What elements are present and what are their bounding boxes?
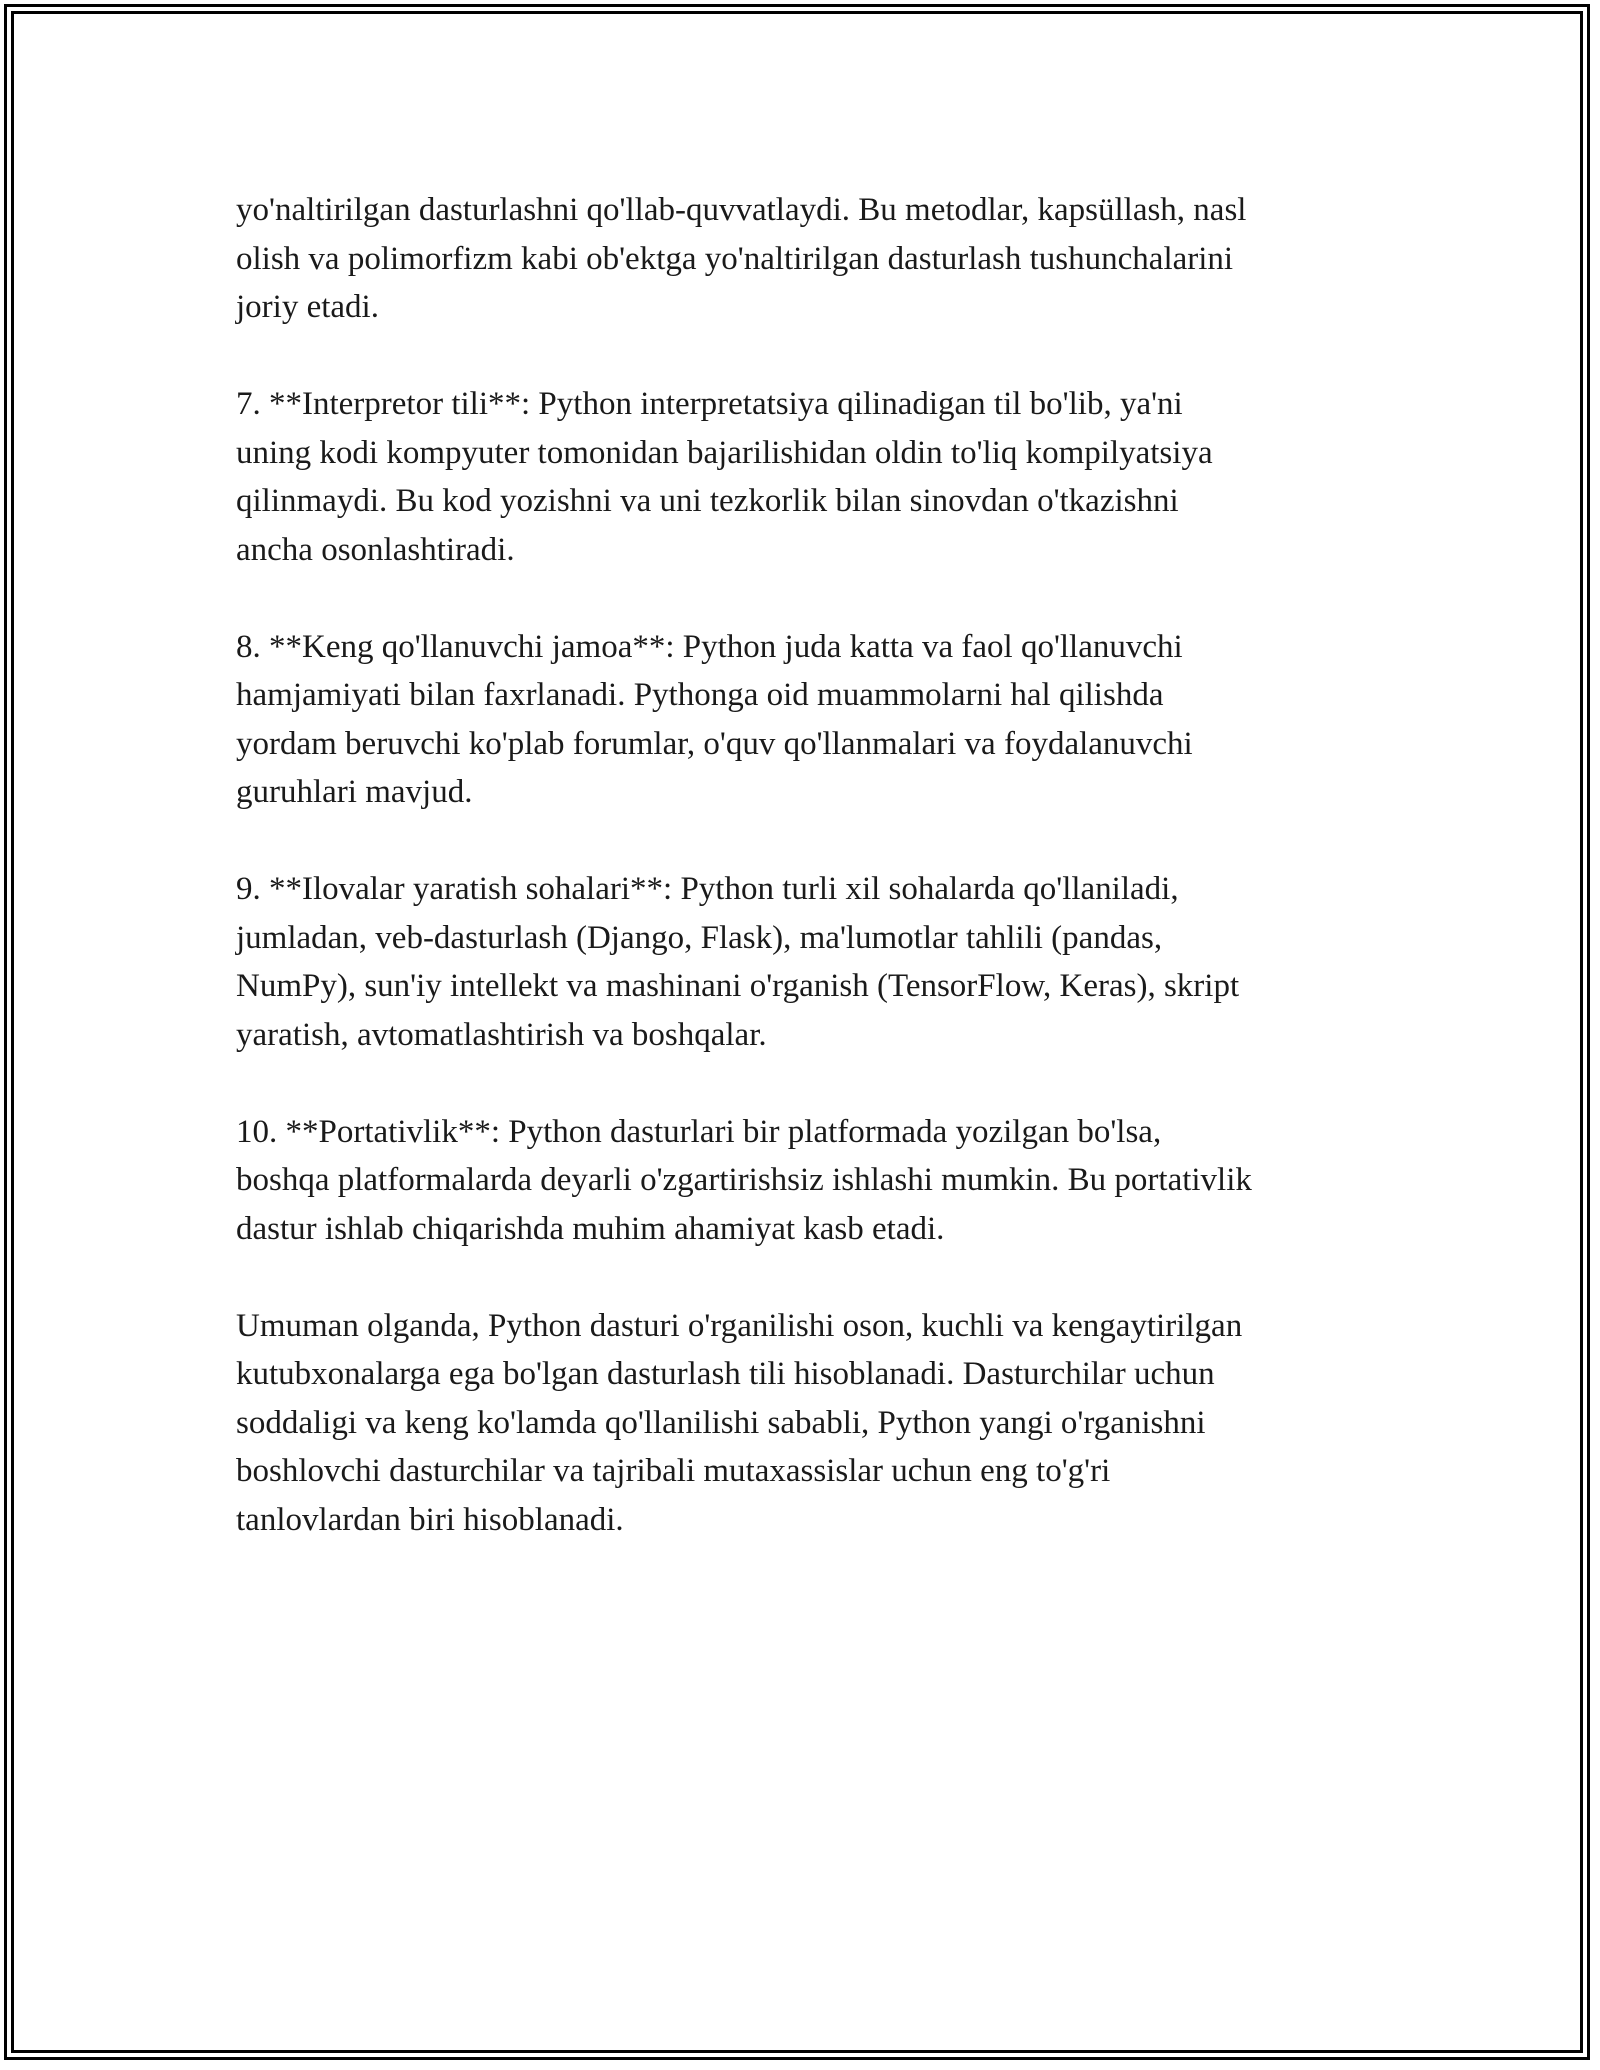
text-line: dastur ishlab chiqarishda muhim ahamiyat kasb etadi. xyxy=(236,1210,945,1247)
text-line: kutubxonalarga ega bo'lgan dasturlash tili hisoblanadi. Dasturchilar uchun xyxy=(236,1356,1215,1392)
text-line: NumPy), sun'iy intellekt va mashinani o'rganish (TensorFlow, Keras), skript xyxy=(236,968,1240,1004)
document-body xyxy=(236,186,1376,1593)
text-line: Umuman olganda, Python dasturi o'rganilishi oson, kuchli va kengaytirilgan xyxy=(236,1307,1243,1344)
text-line: 7. **Interpretor tili**: Python interpretatsiya qilinadigan til bo'lib, ya'ni xyxy=(236,386,1183,422)
paragraph-community xyxy=(236,623,1376,817)
text-line: 8. **Keng qo'llanuvchi jamoa**: Python juda katta va faol qo'llanuvchi xyxy=(236,628,1183,665)
text-line: hamjamiyati bilan faxrlanadi. Pythonga oid muammolarni hal qilishda xyxy=(236,677,1164,713)
text-line: 10. **Portativlik**: Python dasturlari bir platformada yozilgan bo'lsa, xyxy=(236,1113,1162,1150)
text-line: soddaligi va keng ko'lamda qo'llanilishi sababli, Python yangi o'rganishni xyxy=(236,1404,1206,1441)
text-line: qilinmaydi. Bu kod yozishni va uni tezkorlik bilan sinovdan o'tkazishni xyxy=(236,483,1179,519)
text-line: yordam beruvchi ko'plab forumlar, o'quv qo'llanmalari va foydalanuvchi xyxy=(236,725,1193,762)
text-line: olish va polimorfizm kabi ob'ektga yo'naltirilgan dasturlash tushunchalarini xyxy=(236,240,1234,277)
text-line: ancha osonlashtiradi. xyxy=(236,531,515,568)
text-line: guruhlari mavjud. xyxy=(236,774,473,810)
text-line: tanlovlardan biri hisoblanadi. xyxy=(236,1501,624,1538)
text-line: yaratish, avtomatlashtirish va boshqalar. xyxy=(236,1016,767,1053)
paragraph-conclusion xyxy=(236,1302,1376,1545)
text-line: joriy etadi. xyxy=(236,289,379,325)
paragraph-application-areas xyxy=(236,865,1376,1059)
paragraph-oop-continuation xyxy=(236,186,1376,332)
text-line: jumladan, veb-dasturlash (Django, Flask), ma'lumotlar tahlili (pandas, xyxy=(236,919,1163,956)
paragraph-portability xyxy=(236,1108,1376,1254)
text-line: boshqa platformalarda deyarli o'zgartirishsiz ishlashi mumkin. Bu portativlik xyxy=(236,1162,1252,1198)
text-line: uning kodi kompyuter tomonidan bajarilishidan oldin to'liq kompilyatsiya xyxy=(236,434,1213,471)
text-line: boshlovchi dasturchilar va tajribali mutaxassislar uchun eng to'g'ri xyxy=(236,1453,1111,1489)
paragraph-interpreter-language xyxy=(236,380,1376,574)
text-line: 9. **Ilovalar yaratish sohalari**: Python turli xil sohalarda qo'llaniladi, xyxy=(236,871,1179,907)
text-line: yo'naltirilgan dasturlashni qo'llab-quvvatlaydi. Bu metodlar, kapsüllash, nasl xyxy=(236,192,1247,228)
